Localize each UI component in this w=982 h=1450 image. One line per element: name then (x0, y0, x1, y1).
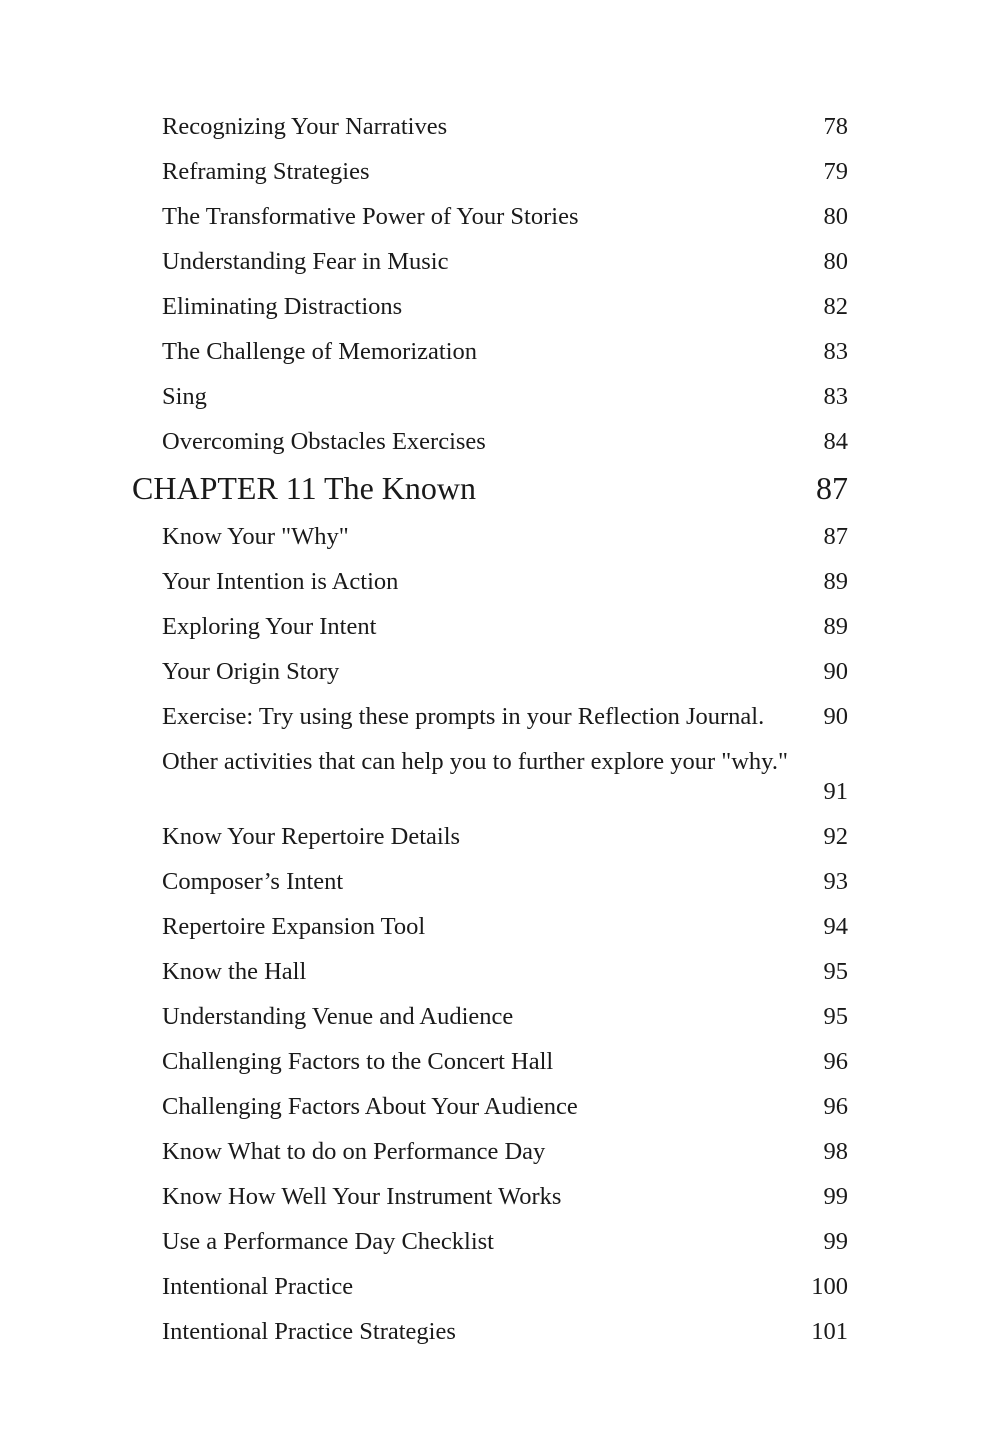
toc-entry[interactable] (0, 998, 982, 1043)
toc-entry-page: 90 (823, 658, 848, 685)
chapter-page: 87 (816, 470, 848, 506)
toc-entry-page: 98 (823, 1138, 848, 1165)
toc-entry-page: 79 (823, 158, 848, 185)
toc-entry-page: 100 (811, 1273, 848, 1300)
toc-entry-page: 96 (823, 1048, 848, 1075)
toc-entry-title: Understanding Venue and Audience (162, 1003, 514, 1030)
toc-entry[interactable] (0, 1268, 982, 1313)
toc-entry[interactable] (0, 108, 982, 153)
toc-entry-title: Reframing Strategies (162, 158, 370, 185)
toc-entry-title: Composer’s Intent (162, 868, 344, 895)
toc-entry[interactable] (0, 818, 982, 863)
toc-entry-title: Intentional Practice (162, 1273, 354, 1300)
toc-entry-page: 94 (823, 913, 848, 940)
toc-entry-page: 83 (823, 338, 848, 365)
toc-chapter-heading[interactable] (0, 468, 982, 518)
toc-entry[interactable] (0, 378, 982, 423)
toc-entry-page: 89 (823, 613, 848, 640)
toc-entry[interactable] (0, 608, 982, 653)
toc-entry-title: Overcoming Obstacles Exercises (162, 428, 486, 455)
toc-entry-page: 99 (823, 1228, 848, 1255)
toc-entry[interactable] (0, 953, 982, 998)
toc-entry-title: The Transformative Power of Your Stories (162, 203, 579, 230)
toc-entry-title: The Challenge of Memorization (162, 338, 477, 365)
toc-entry[interactable] (0, 1133, 982, 1178)
toc-entry-title: Exploring Your Intent (162, 613, 377, 640)
toc-entry[interactable] (0, 908, 982, 953)
toc-entry-page: 91 (823, 778, 848, 805)
toc-entry-page: 95 (823, 958, 848, 985)
toc-entry-title: Know the Hall (162, 958, 307, 985)
toc-entry-page: 93 (823, 868, 848, 895)
chapter-title: CHAPTER 11 The Known (132, 470, 476, 506)
toc-entry-page: 99 (823, 1183, 848, 1210)
toc-entry[interactable] (0, 518, 982, 563)
toc-entry-page: 89 (823, 568, 848, 595)
toc-entry-title: Other activities that can help you to further explore your "why." (162, 748, 788, 775)
toc-entry[interactable] (0, 563, 982, 608)
toc-entry[interactable] (0, 1043, 982, 1088)
toc-entry-title: Challenging Factors About Your Audience (162, 1093, 578, 1120)
toc-entry[interactable] (0, 153, 982, 198)
toc-entry-title: Use a Performance Day Checklist (162, 1228, 494, 1255)
toc-entry-title: Know Your Repertoire Details (162, 823, 461, 850)
toc-entry[interactable] (0, 1178, 982, 1223)
toc-entry[interactable] (0, 423, 982, 468)
toc-entry-title: Challenging Factors to the Concert Hall (162, 1048, 554, 1075)
toc-entry[interactable] (0, 1223, 982, 1268)
toc-entry-page: 101 (811, 1318, 848, 1345)
toc-entry-title: Exercise: Try using these prompts in your Reflection Journal. (162, 703, 765, 730)
toc-entry[interactable] (0, 1313, 982, 1358)
toc-entry-page: 96 (823, 1093, 848, 1120)
toc-entry-title: Intentional Practice Strategies (162, 1318, 456, 1345)
toc-entry-page: 78 (823, 113, 848, 140)
toc-entry[interactable] (0, 1088, 982, 1133)
toc-entry-page: 83 (823, 383, 848, 410)
toc-entry-page: 92 (823, 823, 848, 850)
toc-entry-title: Your Origin Story (162, 658, 340, 685)
toc-entry-title: Recognizing Your Narratives (162, 113, 448, 140)
toc-entry-page: 80 (823, 203, 848, 230)
toc-entry[interactable] (0, 863, 982, 908)
toc-entry[interactable] (0, 743, 982, 818)
toc-entry-title: Repertoire Expansion Tool (162, 913, 426, 940)
toc-entry-title: Understanding Fear in Music (162, 248, 449, 275)
toc-entry-page: 87 (823, 523, 848, 550)
toc-entry[interactable] (0, 333, 982, 378)
toc-entry[interactable] (0, 698, 982, 743)
toc-entry-title: Eliminating Distractions (162, 293, 403, 320)
toc-entry-title: Know What to do on Performance Day (162, 1138, 546, 1165)
toc-entry[interactable] (0, 288, 982, 333)
toc-entry-page: 80 (823, 248, 848, 275)
toc-entry-title: Sing (162, 383, 207, 410)
toc-entry[interactable] (0, 198, 982, 243)
table-of-contents (0, 108, 982, 1358)
toc-entry-page: 95 (823, 1003, 848, 1030)
toc-entry-page: 84 (823, 428, 848, 455)
toc-entry[interactable] (0, 243, 982, 288)
toc-entry-title: Know How Well Your Instrument Works (162, 1183, 562, 1210)
toc-entry[interactable] (0, 653, 982, 698)
toc-entry-title: Know Your "Why" (162, 523, 349, 550)
toc-entry-page: 90 (823, 703, 848, 730)
toc-entry-title: Your Intention is Action (162, 568, 399, 595)
toc-entry-page: 82 (823, 293, 848, 320)
